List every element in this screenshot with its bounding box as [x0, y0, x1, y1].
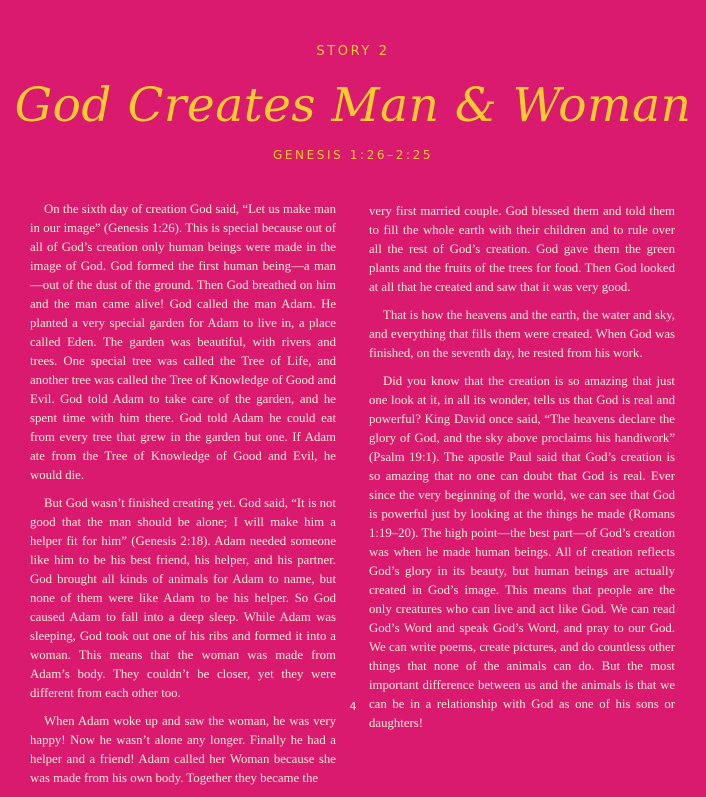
scripture-reference: GENESIS 1:26–2:25 — [272, 148, 434, 162]
right-column — [369, 202, 675, 742]
paragraph: very first married couple. God blessed them and told them to fill the whole earth with their children and to rule over all the rest of God’s creation. God gave them the green plants and the fruits of the trees for food. Then God looked at all that he created and saw that it was very good. — [369, 204, 675, 294]
paragraph: Did you know that the creation is so amazing that just one look at it, in all its wonder, tells us that God is real and powerful? King David once said, “The heavens declare the glory of God, and the sky above proclaims his handiwork” (Psalm 19:1). The apostle Paul said that God’s creation is so amazing that no one can doubt that God is real. Ever since the very beginning of the world, we can see that God is powerful just by looking at the things he made (Romans 1:19–20). The high point—the best part—of God’s creation was when he made human beings. All of creation reflects God’s glory in its beauty, but human beings are actually created in God’s image. This means that people are the only creatures who can live and act like God. We can read God’s Word and speak God’s Word, and pray to our God. We can write poems, create pictures, and do countless other things that none of the animals can do. But the most important difference between us and the animals is that we can be in a relationship with God as one of his sons or daughters! — [369, 374, 675, 730]
story-label: STORY 2 — [316, 44, 390, 59]
paragraph: But God wasn’t finished creating yet. God said, “It is not good that the man should be alone; I will make him a helper fit for him” (Genesis 2:18). Adam needed someone like him to be his best friend, his helper, and his partner. God brought all kinds of animals for Adam to name, but none of them were like Adam to be his helper. So God caused Adam to fall into a deep sleep. While Adam was sleeping, God took out one of his ribs and formed it into a woman. This means that the woman was made from Adam’s body. They couldn’t be closer, yet they were different from each other too. — [30, 496, 336, 700]
page-title: God Creates Man & Woman — [14, 78, 692, 133]
page-number: 4 — [349, 700, 357, 713]
paragraph: When Adam woke up and saw the woman, he was very happy! Now he wasn’t alone any longer. Finally he had a helper and a friend! Adam called her Woman because she was made from his own body. Together they became the — [30, 714, 336, 785]
paragraph: That is how the heavens and the earth, the water and sky, and everything that fills them were created. When God was finished, on the seventh day, he rested from his work. — [369, 308, 675, 360]
paragraph: On the sixth day of creation God said, “Let us make man in our image” (Genesis 1:26). This is special because out of all of God’s creation only human beings were made in the image of God. God formed the first human being—a man—out of the dust of the ground. Then God breathed on him and the man came alive! God called the man Adam. He planted a very special garden for Adam to live in, a place called Eden. The garden was beautiful, with rivers and trees. One special tree was called the Tree of Life, and another tree was called the Tree of Knowledge of Good and Evil. God told Adam to take care of the garden, and he spent time with him there. God told Adam he could eat from every tree that grew in the garden but one. If Adam ate from the Tree of Knowledge of Good and Evil, he would die. — [30, 202, 336, 482]
